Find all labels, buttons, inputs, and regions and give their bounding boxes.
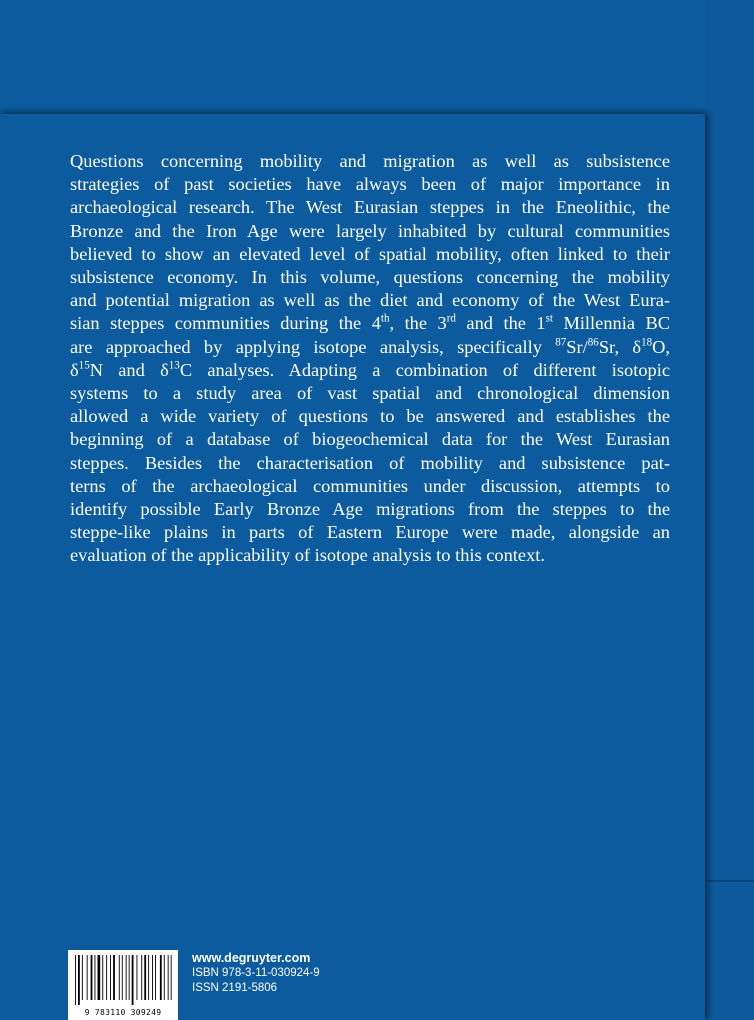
description-line: beginning of a database of biogeochemical data for the West Eurasian (70, 429, 670, 450)
description-line: evaluation of the applicability of isotope analysis to this context. (70, 545, 545, 566)
barcode-bar (155, 955, 156, 1000)
description-line: terns of the archaeological communities under discussion, attempts to (70, 475, 670, 496)
barcode-bar (119, 955, 120, 1000)
barcode-bar (171, 955, 172, 1000)
description-line: subsistence economy. In this volume, questions concerning the mobility (70, 267, 670, 288)
publisher-info (192, 950, 320, 996)
cover-spine-flap (705, 0, 754, 1020)
barcode-bar (91, 955, 93, 1000)
barcode-bar (129, 955, 130, 1000)
isbn-number: ISBN 978-3-11-030924-9 (192, 967, 320, 979)
barcode-bar (95, 955, 96, 1000)
barcode-digits: 9 783110 309249 (84, 1008, 162, 1017)
description-line: steppes. Besides the characterisation of mobility and subsistence pat- (70, 452, 670, 473)
barcode-bar (82, 955, 83, 1000)
barcode-bar (164, 955, 165, 1000)
barcode-bar (137, 955, 138, 1000)
isbn-barcode (68, 950, 178, 1020)
description-line: identify possible Early Bronze Age migrations from the steppes to the (70, 499, 670, 520)
barcode-bar (144, 955, 146, 1000)
barcode-bar (75, 955, 76, 1005)
description-line: believed to show an elevated level of spatial mobility, often linked to their (70, 243, 670, 264)
barcode-bar (98, 955, 101, 1000)
barcode-bar (152, 955, 153, 1000)
barcode-bar (126, 955, 127, 1000)
description-line: archaeological research. The West Eurasian steppes in the Eneolithic, the (70, 197, 670, 218)
description-line: and potential migration as well as the diet and economy of the West Eura- (70, 290, 670, 311)
barcode-bar (132, 955, 134, 1005)
flap-crease (708, 880, 754, 882)
barcode-bar (113, 955, 115, 1000)
description-line: allowed a wide variety of questions to be answered and establishes the (70, 406, 670, 427)
barcode-bar (122, 955, 123, 1000)
barcode-bar (78, 955, 80, 1005)
barcode-bars (74, 955, 172, 1005)
book-description (70, 150, 670, 568)
barcode-bar (102, 955, 103, 1000)
description-line: systems to a study area of vast spatial and chronological dimension (70, 383, 670, 404)
description-line: sian steppes communities during the 4th, the 3rd and the 1st Millennia BC (70, 312, 670, 334)
description-line: are approached by applying isotope analysis, specifically $^{87}$Sr/$^{86}$Sr, $\delta^{18}O$, (70, 335, 670, 357)
barcode-bar (106, 955, 107, 1000)
publisher-website[interactable]: www.degruyter.com (192, 951, 311, 965)
description-line: Bronze and the Iron Age were largely inhabited by cultural communities (70, 220, 670, 241)
barcode-bar (141, 955, 142, 1000)
barcode-bar (148, 955, 149, 1000)
barcode-bar (87, 955, 88, 1000)
description-line: strategies of past societies have always been of major importance in (70, 174, 670, 195)
description-line: steppe-like plains in parts of Eastern Europe were made, alongside an (70, 522, 670, 543)
issn-number: ISSN 2191-5806 (192, 982, 278, 994)
barcode-bar (160, 955, 162, 1000)
description-line: $\delta^{15}N$ and $\delta^{13}C$ analyses. Adapting a combination of different isotopic (70, 359, 671, 380)
description-line: Questions concerning mobility and migration as well as subsistence (70, 151, 670, 171)
barcode-bar (168, 955, 169, 1000)
barcode-bar (110, 955, 111, 1000)
